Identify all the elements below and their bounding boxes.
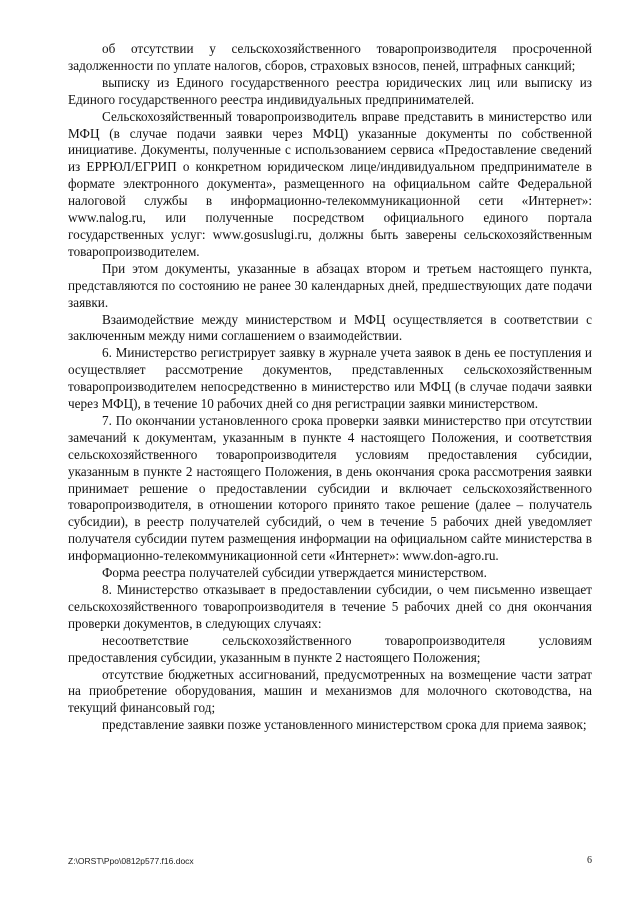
paragraph: представление заявки позже установленного министерством срока для приема заявок; (102, 717, 587, 733)
paragraph: Сельскохозяйственный товаропроизводитель вправе представить в министерство или МФЦ (в случае подачи заявки через МФЦ) указанные документы по собственной инициативе. Документы, полученные с использованием сервиса «Предоставление сведений из ЕРРЮЛ/ЕГРИП о конкретном юридическом лице/индивидуальном предпринимателе в формате электронного документа», размещенного на официальном сайте Федеральной налоговой службы в информационно-телекоммуникационной сети «Интернет»: www.nalog.ru, или полученные посредством официального единого портала государственных услуг: www.gosuslugi.ru, должны быть заверены сельскохозяйственным товаропроизводителем. (68, 108, 592, 259)
page-number: 6 (587, 855, 592, 866)
paragraph: Форма реестра получателей субсидии утверждается министерством. (102, 565, 487, 581)
paragraph: 8. Министерство отказывает в предоставлении субсидии, о чем письменно извещает сельскохозяйственного товаропроизводителя в течение 5 рабочих дней со дня окончания проверки документов, в следующих случаях: (68, 582, 592, 631)
paragraph: 7. По окончании установленного срока проверки заявки министерство при отсутствии замечаний к документам, указанным в пункте 4 настоящего Положения, и соответствия сельскохозяйственного товаропроизводителя условиям предоставления субсидии, указанным в пункте 2 настоящего Положения, в день окончания срока рассмотрения заявки принимает решение о предоставлении субсидии и включает сельскохозяйственного товаропроизводителя, в отношении которого принято такое решение (далее – получатель субсидии), в реестр получателей субсидий, о чем в течение 5 рабочих дней уведомляет получателя субсидии путем размещения информации на официальном сайте министерства в информационно-телекоммуникационной сети «Интернет»: www.don-agro.ru. (68, 412, 592, 564)
paragraph: несоответствие сельскохозяйственного товаропроизводителя условиям предоставления субсидии, указанным в пункте 2 настоящего Положения; (68, 632, 592, 665)
paragraph: Взаимодействие между министерством и МФЦ осуществляется в соответствии с заключенным между ними соглашением о взаимодействии. (68, 311, 592, 344)
paragraph: 6. Министерство регистрирует заявку в журнале учета заявок в день ее поступления и осуществляет рассмотрение документов, представленных сельскохозяйственным товаропроизводителем непосредственно в министерство или МФЦ (в случае подачи заявки через МФЦ), в течение 10 рабочих дней со дня регистрации заявки министерством. (68, 345, 592, 412)
document-body (68, 41, 592, 734)
paragraph: об отсутствии у сельскохозяйственного товаропроизводителя просроченной задолженности по уплате налогов, сборов, страховых взносов, пеней, штрафных санкций; (68, 41, 592, 73)
paragraph: отсутствие бюджетных ассигнований, предусмотренных на возмещение части затрат на приобретение оборудования, машин и механизмов для молочного скотоводства, на текущий финансовый год; (68, 666, 592, 716)
page-footer (68, 855, 592, 869)
paragraph: выписку из Единого государственного реестра юридических лиц или выписку из Единого государственного реестра индивидуальных предпринимателей. (68, 74, 592, 107)
footer-file-path: Z:\ORST\Ppo\0812p577.f16.docx (68, 856, 194, 866)
paragraph: При этом документы, указанные в абзацах втором и третьем настоящего пункта, представляются по состоянию не ранее 30 календарных дней, предшествующих дате подачи заявки. (68, 260, 592, 310)
